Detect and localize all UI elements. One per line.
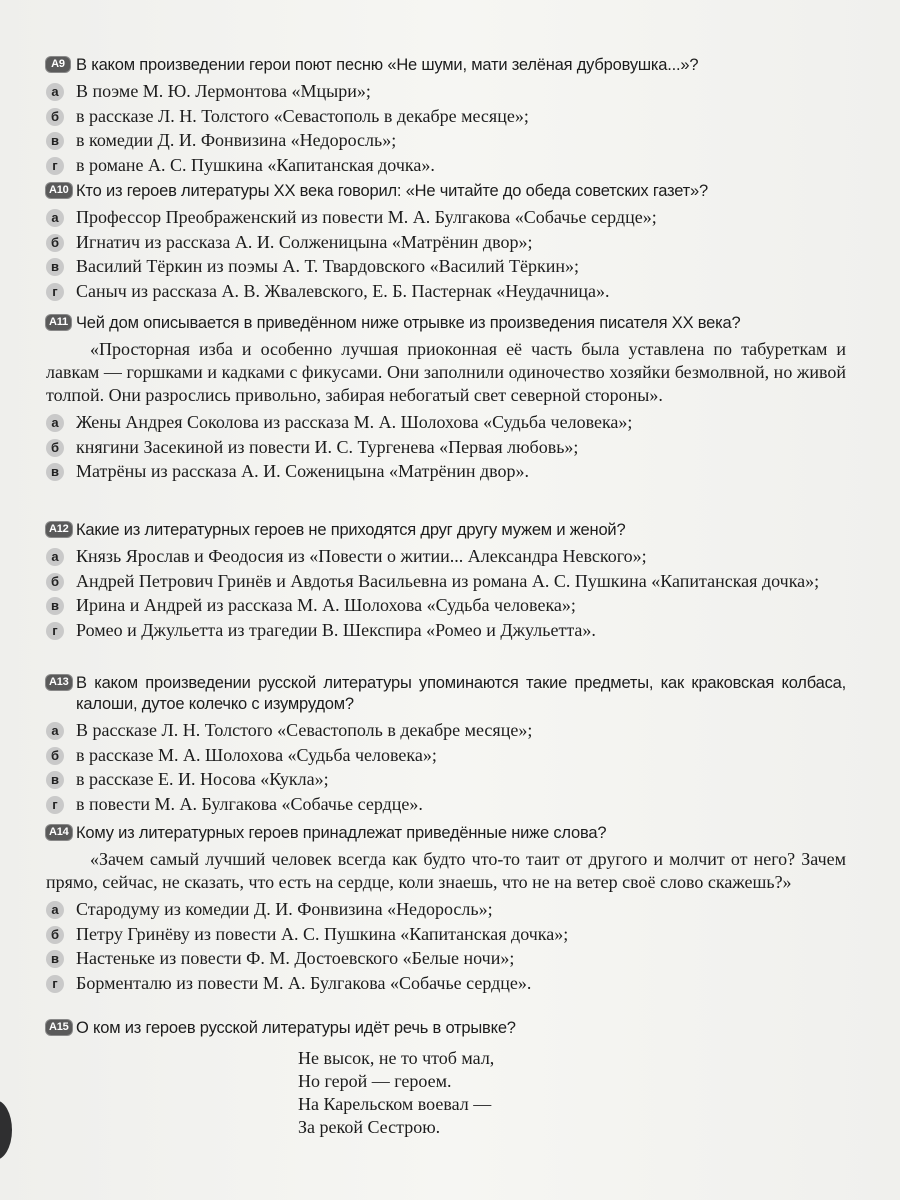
option-letter-badge: г — [46, 796, 64, 814]
question-a13 — [46, 673, 846, 816]
option-text: Князь Ярослав и Феодосия из «Повести о житии... Александра Невского»; — [76, 546, 647, 566]
option-letter-badge: б — [46, 439, 64, 457]
option-text: Жены Андрея Соколова из рассказа М. А. Шолохова «Судьба человека»; — [76, 412, 633, 432]
option-text: Ирина и Андрей из рассказа М. А. Шолохова «Судьба человека»; — [76, 595, 576, 615]
option-text: Борменталю из повести М. А. Булгакова «Собачье сердце». — [76, 972, 532, 993]
option-text: Саныч из рассказа А. В. Жвалевского, Е. Б. Пастернак «Неудачница». — [76, 280, 610, 301]
answer-option[interactable] — [46, 768, 846, 792]
answer-option[interactable] — [46, 105, 846, 129]
answer-option[interactable] — [46, 594, 846, 618]
question-number-badge: A9 — [46, 57, 70, 72]
question-number-badge: A12 — [46, 522, 72, 537]
answer-option[interactable] — [46, 129, 846, 153]
question-heading — [46, 823, 846, 844]
answer-option[interactable] — [46, 719, 846, 743]
question-heading — [46, 520, 846, 541]
option-letter-badge: б — [46, 234, 64, 252]
option-letter-badge: б — [46, 573, 64, 591]
option-letter-badge: а — [46, 548, 64, 566]
answer-option[interactable] — [46, 411, 846, 435]
option-text: Настеньке из повести Ф. М. Достоевского «Белые ночи»; — [76, 948, 515, 968]
option-text: Игнатич из рассказа А. И. Солженицына «Матрёнин двор»; — [76, 231, 533, 252]
option-letter-badge: а — [46, 901, 64, 919]
option-letter-badge: в — [46, 463, 64, 481]
question-text: Кому из литературных героев принадлежат приведённые ниже слова? — [76, 824, 607, 842]
answer-option[interactable] — [46, 280, 846, 304]
question-text: О ком из героев русской литературы идёт речь в отрывке? — [76, 1019, 516, 1037]
option-letter-badge: г — [46, 157, 64, 175]
question-a14 — [46, 823, 846, 995]
question-heading — [46, 313, 846, 334]
poem-line: Но герой — героем. — [298, 1071, 452, 1091]
option-letter-badge: а — [46, 209, 64, 227]
option-letter-badge: а — [46, 83, 64, 101]
option-letter-badge: б — [46, 747, 64, 765]
option-letter-badge: в — [46, 950, 64, 968]
question-number-badge: A11 — [46, 315, 71, 330]
option-letter-badge: б — [46, 926, 64, 944]
option-letter-badge: в — [46, 597, 64, 615]
option-text: В поэме М. Ю. Лермонтова «Мцыри»; — [76, 81, 371, 101]
poem-excerpt — [46, 1047, 846, 1139]
answer-option[interactable] — [46, 231, 846, 255]
option-letter-badge: г — [46, 975, 64, 993]
option-letter-badge: а — [46, 722, 64, 740]
answer-option[interactable] — [46, 255, 846, 279]
answer-option[interactable] — [46, 923, 846, 947]
quoted-excerpt: «Просторная изба и особенно лучшая приоконная её часть была уставлена по табуреткам и лавкам — горшками и кадками с фикусами. Они заполнили одиночество хозяйки безмолвной, но живой толпой. Они разрослись привольно, забирая небогатый свет северной стороны». — [46, 339, 846, 405]
answer-option[interactable] — [46, 793, 846, 817]
option-text: Андрей Петрович Гринёв и Авдотья Васильевна из романа А. С. Пушкина «Капитанская дочка»; — [76, 570, 820, 591]
option-text: в романе А. С. Пушкина «Капитанская дочка». — [76, 154, 435, 175]
answer-option[interactable] — [46, 460, 846, 484]
option-letter-badge: г — [46, 622, 64, 640]
option-text: Профессор Преображенский из повести М. А. Булгакова «Собачье сердце»; — [76, 207, 657, 227]
question-text: В каком произведении герои поют песню «Не шуми, мати зелёная дубровушка...»? — [76, 56, 699, 74]
option-letter-badge: в — [46, 771, 64, 789]
option-text: в рассказе Е. И. Носова «Кукла»; — [76, 769, 329, 789]
option-text: в рассказе М. А. Шолохова «Судьба человека»; — [76, 744, 437, 765]
question-text: Какие из литературных героев не приходятся друг другу мужем и женой? — [76, 521, 626, 539]
option-letter-badge: в — [46, 132, 64, 150]
answer-option[interactable] — [46, 545, 846, 569]
question-heading — [46, 181, 846, 202]
question-heading — [46, 1018, 846, 1039]
option-letter-badge: в — [46, 258, 64, 276]
option-letter-badge: б — [46, 108, 64, 126]
option-text: Петру Гринёву из повести А. С. Пушкина «Капитанская дочка»; — [76, 923, 569, 944]
answer-option[interactable] — [46, 947, 846, 971]
poem-line: Не высок, не то чтоб мал, — [298, 1048, 495, 1068]
question-a15 — [46, 1018, 846, 1139]
option-text: Ромео и Джульетта из трагедии В. Шекспира «Ромео и Джульетта». — [76, 619, 596, 640]
option-text: Стародуму из комедии Д. И. Фонвизина «Недоросль»; — [76, 899, 493, 919]
answer-option[interactable] — [46, 744, 846, 768]
question-heading — [46, 673, 846, 715]
answer-option[interactable] — [46, 436, 846, 460]
answer-option[interactable] — [46, 154, 846, 178]
question-number-badge: A13 — [46, 675, 72, 690]
option-text: Матрёны из рассказа А. И. Соженицына «Матрёнин двор». — [76, 461, 529, 481]
option-text: в рассказе Л. Н. Толстого «Севастополь в декабре месяце»; — [76, 105, 529, 126]
question-a12 — [46, 520, 846, 642]
question-number-badge: A15 — [46, 1020, 72, 1035]
question-a9 — [46, 55, 846, 177]
quoted-excerpt: «Зачем самый лучший человек всегда как будто что-то таит от другого и молчит от него? Зачем прямо, сейчас, не сказать, что есть на сердце, коли знаешь, что не на ветер своё слово скажешь?» — [46, 849, 846, 892]
answer-option[interactable] — [46, 80, 846, 104]
poem-line: За рекой Сестрою. — [298, 1117, 441, 1137]
option-text: княгини Засекиной из повести И. С. Тургенева «Первая любовь»; — [76, 436, 579, 457]
question-a10 — [46, 181, 846, 303]
answer-option[interactable] — [46, 570, 846, 594]
option-letter-badge: а — [46, 414, 64, 432]
question-number-badge: A14 — [46, 825, 72, 840]
option-text: в комедии Д. И. Фонвизина «Недоросль»; — [76, 130, 397, 150]
question-text: Кто из героев литературы XX века говорил: «Не читайте до обеда советских газет»? — [76, 182, 708, 200]
answer-option[interactable] — [46, 206, 846, 230]
question-a11 — [46, 313, 846, 484]
question-text: Чей дом описывается в приведённом ниже отрывке из произведения писателя XX века? — [76, 314, 741, 332]
question-text: В каком произведении русской литературы упоминаются такие предметы, как краковская колбаса, калоши, дутое колечко с изумрудом? — [76, 674, 846, 713]
answer-option[interactable] — [46, 972, 846, 996]
option-text: В рассказе Л. Н. Толстого «Севастополь в декабре месяце»; — [76, 720, 533, 740]
question-heading — [46, 55, 846, 76]
question-number-badge: A10 — [46, 183, 72, 198]
option-text: Василий Тёркин из поэмы А. Т. Твардовского «Василий Тёркин»; — [76, 256, 579, 276]
option-text: в повести М. А. Булгакова «Собачье сердце». — [76, 793, 423, 814]
answer-option[interactable] — [46, 619, 846, 643]
answer-option[interactable] — [46, 898, 846, 922]
page-corner-shadow — [0, 1100, 12, 1160]
poem-line: На Карельском воевал — — [298, 1094, 492, 1114]
option-letter-badge: г — [46, 283, 64, 301]
